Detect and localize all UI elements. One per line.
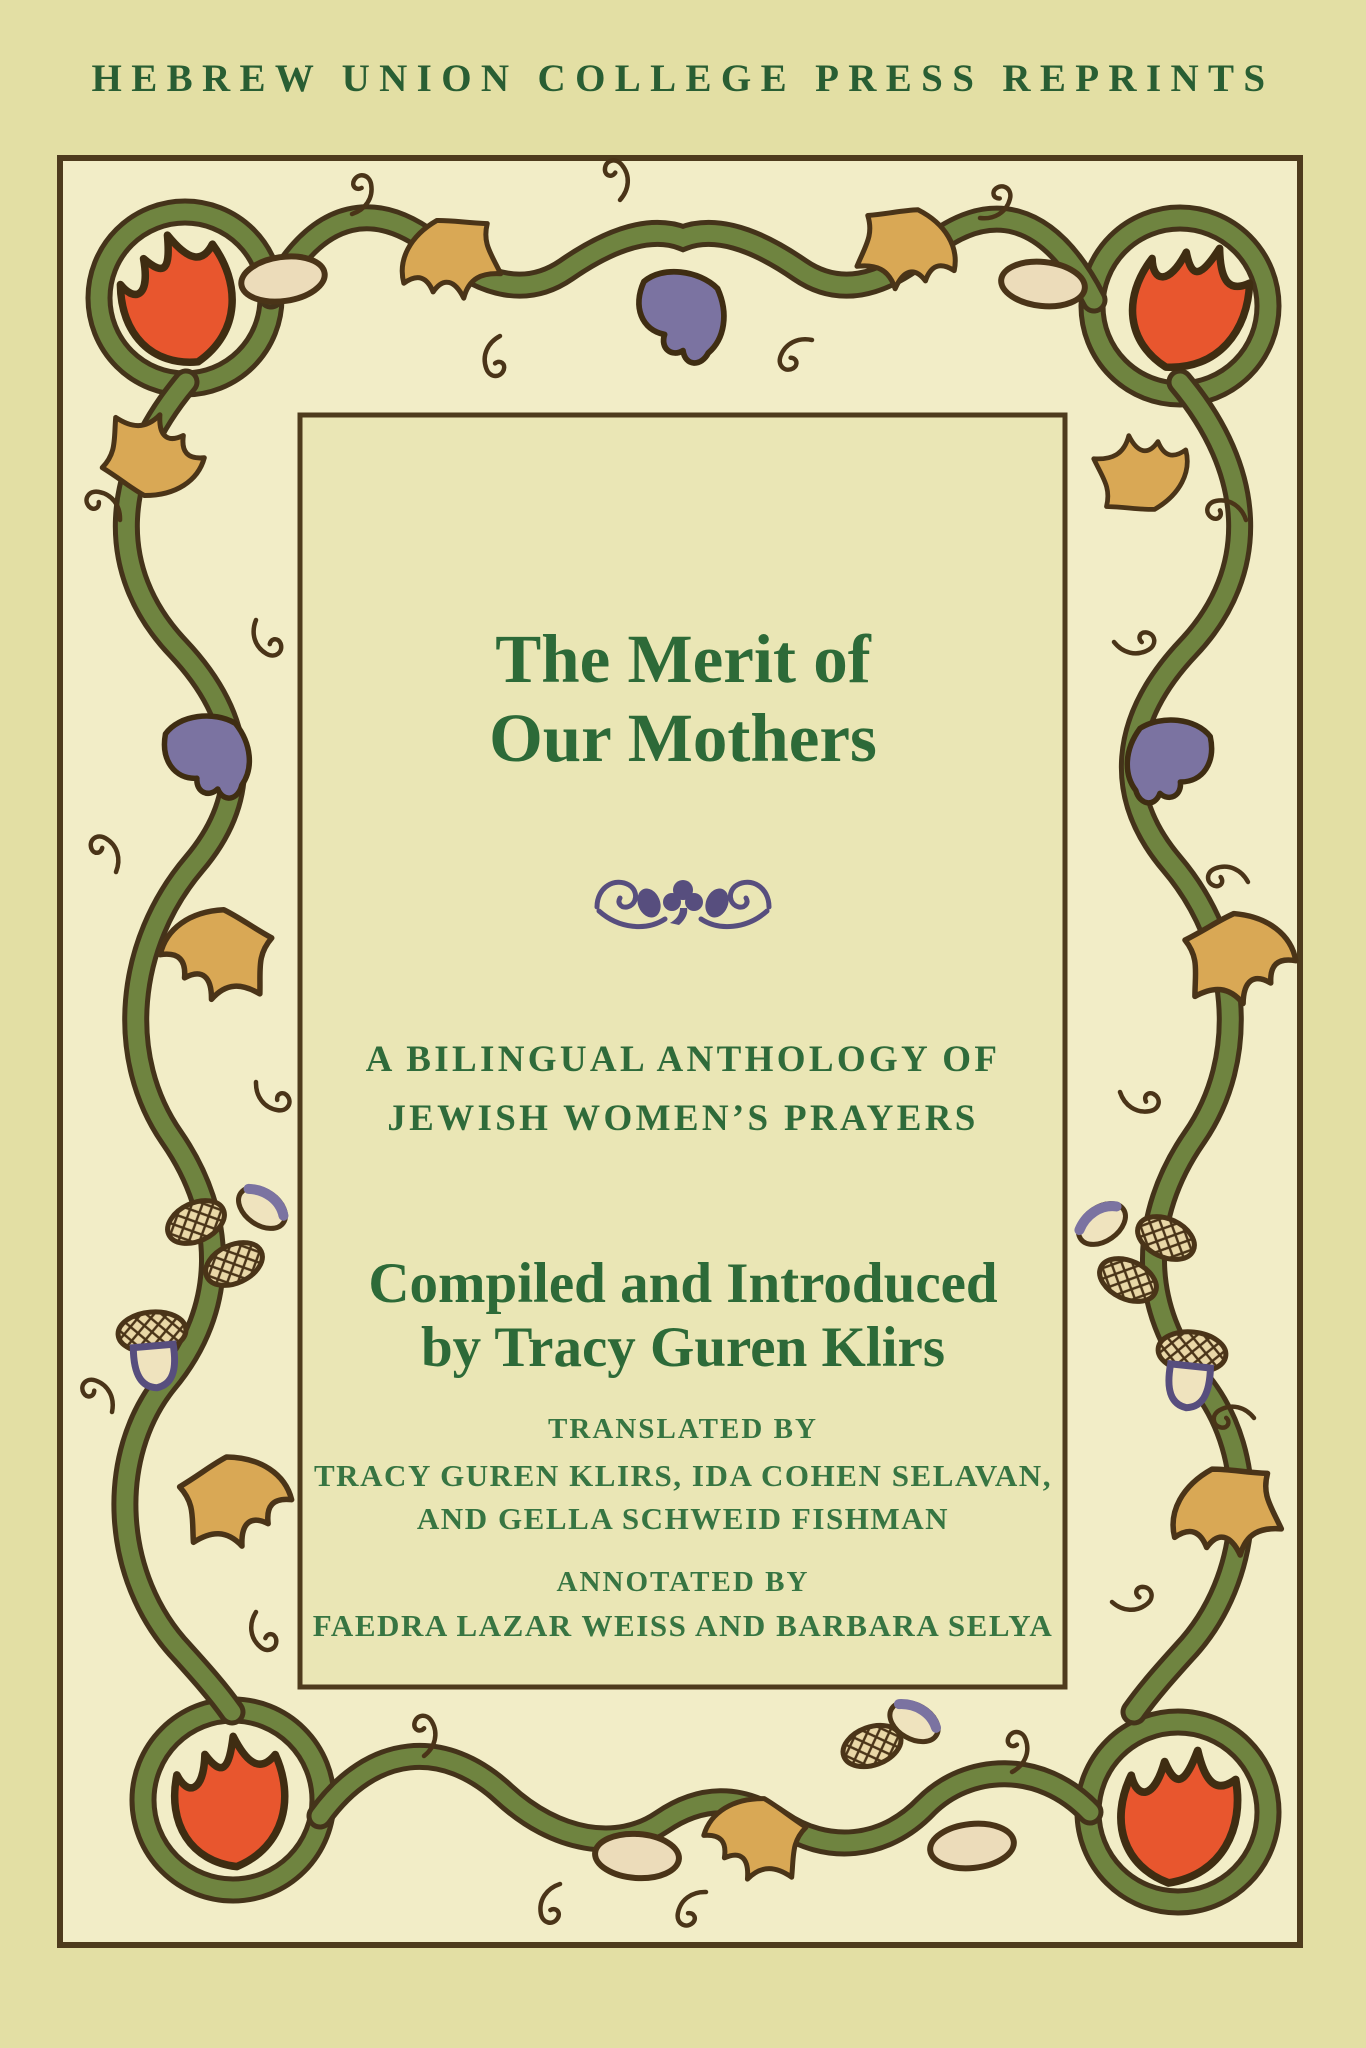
book-title-line2: Our Mothers [489,700,877,776]
press-imprint-header: HEBREW UNION COLLEGE PRESS REPRINTS [91,57,1275,100]
translator-names [0,1454,1366,1540]
translator-names-line2: AND GELLA SCHWEID FISHMAN [416,1501,950,1536]
annotated-by-label: ANNOTATED BY [556,1566,810,1598]
compiled-by-line2: by Tracy Guren Klirs [420,1316,946,1379]
translator-names-line1: TRACY GUREN KLIRS, IDA COHEN SELAVAN, [313,1458,1053,1493]
subtitle-line1: A BILINGUAL ANTHOLOGY OF [365,1039,1001,1080]
title-ornament [0,870,1366,941]
subtitle [0,1030,1366,1148]
annotator-names-line1: FAEDRA LAZAR WEISS AND BARBARA SELYA [312,1608,1054,1643]
compiled-by-line1: Compiled and Introduced [368,1252,998,1315]
annotator-names [0,1604,1366,1647]
compiled-by [0,1252,1366,1380]
subtitle-line2: JEWISH WOMEN’S PRAYERS [387,1098,979,1139]
book-title [0,620,1366,778]
translated-by-label: TRANSLATED BY [548,1413,818,1445]
fleuron-icon [590,870,776,936]
book-title-line1: The Merit of [495,621,871,697]
